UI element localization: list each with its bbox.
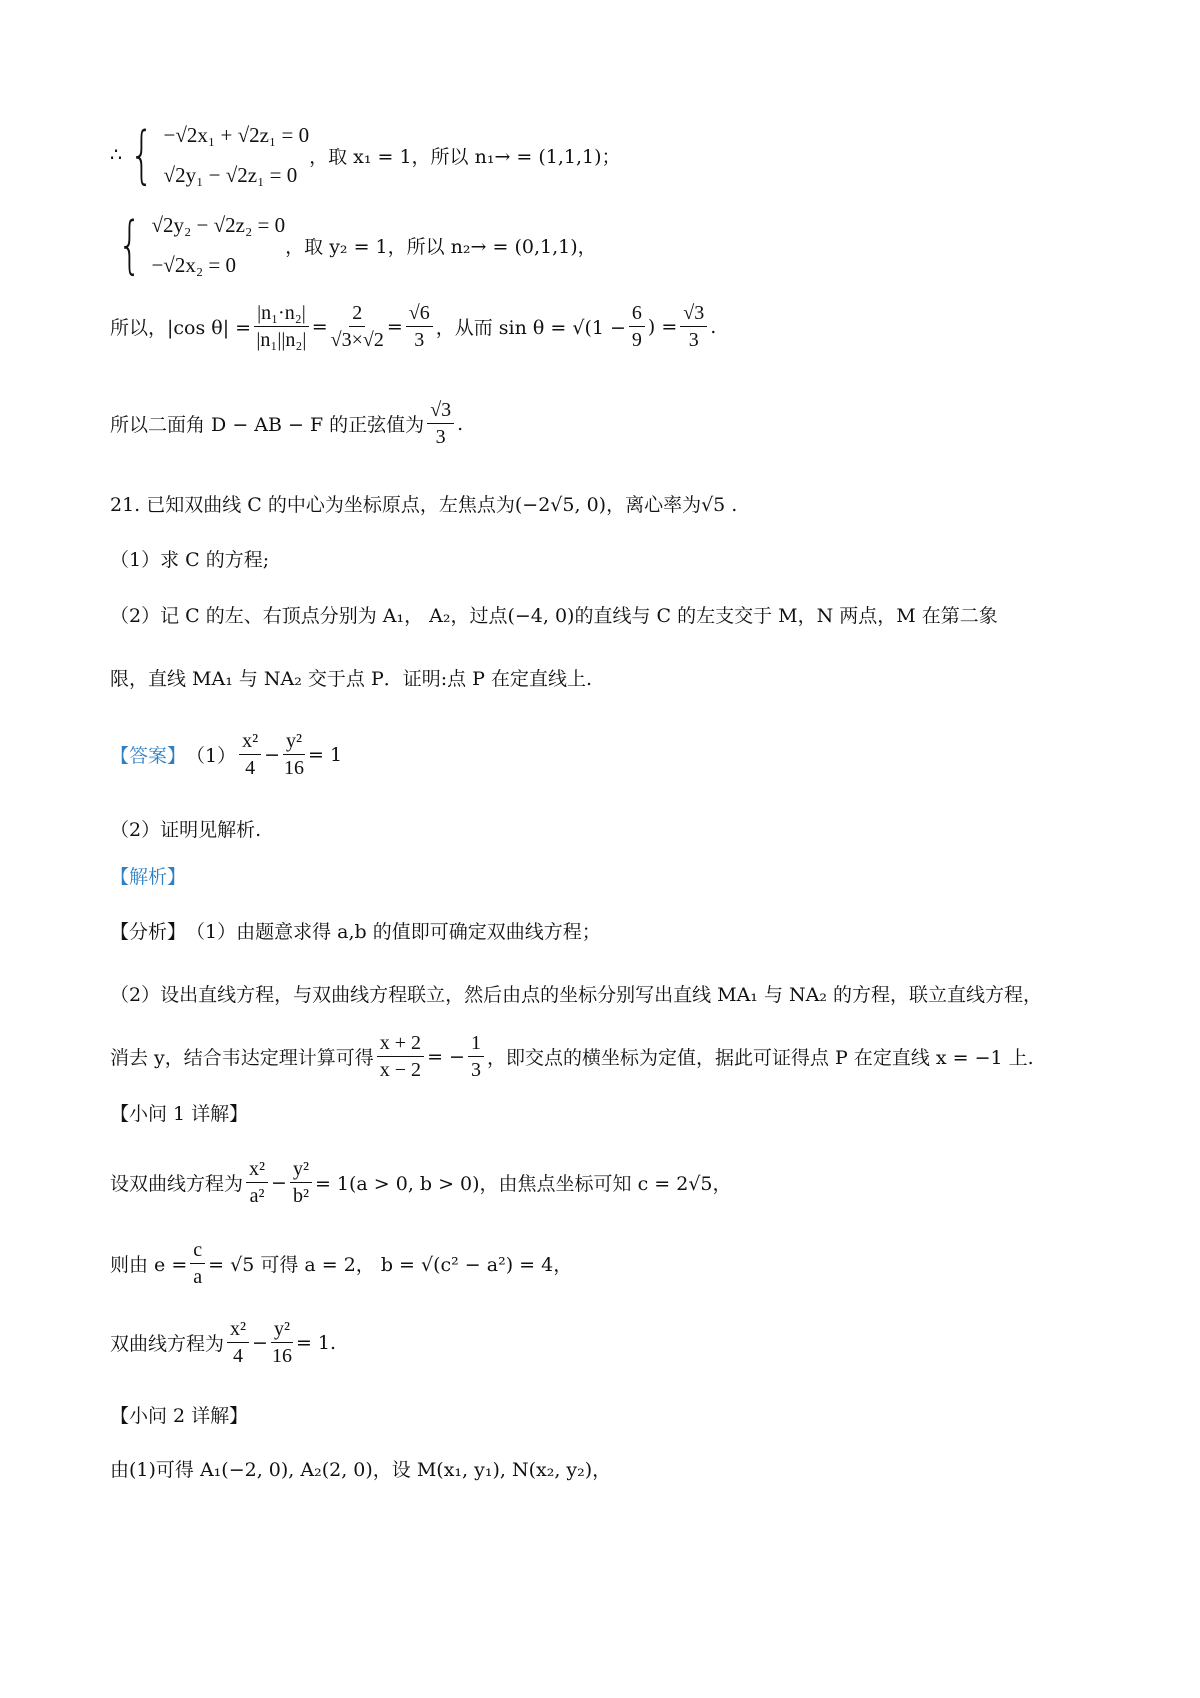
fenxi-part2-cont — [110, 1030, 1034, 1083]
text: − — [264, 743, 281, 766]
answer-label: 【答案】 — [110, 745, 187, 767]
s1-line3 — [110, 1316, 336, 1369]
question-21-part2: （2）记 C 的左、右顶点分别为 A₁， A₂，过点(−4, 0)的直线与 C 的左支交于 M，N 两点，M 在第二象 — [110, 605, 998, 627]
text: ，即交点的横坐标为定值，据此可证得点 P 在定直线 x = −1 上. — [486, 1047, 1034, 1069]
text: ，从而 sin θ = √(1 − — [435, 317, 626, 339]
fraction: $\frac{c}{a}$ — [190, 1237, 205, 1290]
text: = 1 — [308, 743, 343, 766]
system-1: ∴ { −√2x₁ + √2z₁ = 0 √2y₁ − √2z₁ = 0 ，取 x₁ = 1，所以 n₁→ = (1,1,1)； — [110, 115, 621, 195]
fraction: $\frac{√6}{3}$ — [406, 300, 433, 353]
text: = − — [427, 1045, 465, 1068]
fenxi-line — [110, 917, 601, 944]
text: . — [457, 412, 464, 435]
text: . — [710, 315, 717, 338]
s2-line1: 由(1)可得 A₁(−2, 0), A₂(2, 0)，设 M(x₁, y₁), N(x₂, y₂)， — [110, 1459, 612, 1481]
fraction: x² 4 — [239, 728, 261, 781]
sub-question-1-heading: 【小问 1 详解】 — [110, 1103, 249, 1125]
fraction: $\frac{\text{y²}}{\text{b²}}$ — [290, 1156, 312, 1209]
eq-row: √2y₂ − √2z₂ = 0 — [151, 213, 286, 237]
eq-row: −√2x₁ + √2z₁ = 0 — [163, 123, 310, 147]
fraction: x² 4 — [227, 1316, 249, 1369]
system-2: { √2y₂ − √2z₂ = 0 −√2x₂ = 0 ，取 y₂ = 1，所以 n₂→ = (0,1,1)， — [110, 205, 597, 285]
fraction: $\frac{2}{√3\times√2}$ — [330, 302, 384, 351]
fraction: $\frac{\text{y²}}{16}$ — [284, 730, 305, 779]
eq-row: √2y₁ − √2z₁ = 0 — [163, 163, 298, 187]
fraction: $\frac{\text{|n₁·n₂|}}{\text{|n₁||n₂|}}$ — [254, 300, 309, 353]
text: 所以二面角 D − AB − F 的正弦值为 — [110, 414, 425, 436]
text: − — [252, 1331, 268, 1354]
cos-line — [110, 300, 716, 353]
answer-part2: （2）证明见解析. — [110, 819, 262, 841]
text: 则由 e = — [110, 1254, 188, 1276]
text: − — [271, 1171, 287, 1194]
s1-line1 — [110, 1156, 732, 1209]
eq-row: −√2x₂ = 0 — [151, 253, 236, 277]
fraction: $\frac{6}{9}$ — [629, 300, 645, 353]
fraction: x² a² — [246, 1156, 268, 1209]
dihedral-line — [110, 397, 463, 450]
text: = 1. — [295, 1331, 337, 1354]
question-21-part1: （1）求 C 的方程; — [110, 549, 270, 571]
text: 设双曲线方程为 — [110, 1173, 244, 1195]
fraction: $\frac{1}{3}$ — [468, 1030, 484, 1083]
fraction: $\frac{\text{y²}}{16}$ — [271, 1318, 292, 1367]
fenxi-label: 【分析】 — [110, 921, 187, 943]
text: （1）由题意求得 a,b 的值即可确定双曲线方程； — [186, 921, 601, 943]
text: 双曲线方程为 — [110, 1333, 225, 1355]
sub-question-2-heading: 【小问 2 详解】 — [110, 1405, 249, 1427]
answer-line — [110, 728, 342, 781]
text: ，取 x₁ = 1，所以 n₁→ = (1,1,1)； — [309, 145, 621, 168]
analysis-label: 【解析】 — [110, 866, 187, 888]
text: ) = — [647, 315, 678, 338]
text: = — [386, 315, 403, 338]
fenxi-part2: （2）设出直线方程，与双曲线方程联立，然后由点的坐标分别写出直线 MA₁ 与 NA₂ 的方程，联立直线方程， — [110, 984, 1043, 1006]
text: = — [311, 315, 328, 338]
fraction: √3 3 — [427, 397, 454, 450]
text: = √5 可得 a = 2， b = √(c² − a²) = 4， — [208, 1254, 573, 1276]
question-21-part2-cont: 限，直线 MA₁ 与 NA₂ 交于点 P．证明:点 P 在定直线上. — [110, 668, 593, 690]
s1-line2 — [110, 1237, 572, 1290]
therefore: ∴ — [110, 144, 123, 166]
text: 所以，|cos θ| = — [110, 317, 252, 339]
text: （1） — [186, 745, 237, 767]
fraction: $\frac{√3}{3}$ — [680, 300, 707, 353]
question-21: 21. 已知双曲线 C 的中心为坐标原点，左焦点为(−2√5, 0)，离心率为√5 . — [110, 494, 738, 516]
text: 消去 y，结合韦达定理计算可得 — [110, 1047, 374, 1069]
fraction: $\frac{x + 2}{x - 2}$ — [377, 1030, 424, 1083]
text: ，取 y₂ = 1，所以 n₂→ = (0,1,1)， — [285, 235, 597, 258]
text: = 1(a > 0, b > 0)，由焦点坐标可知 c = 2√5， — [314, 1173, 732, 1195]
